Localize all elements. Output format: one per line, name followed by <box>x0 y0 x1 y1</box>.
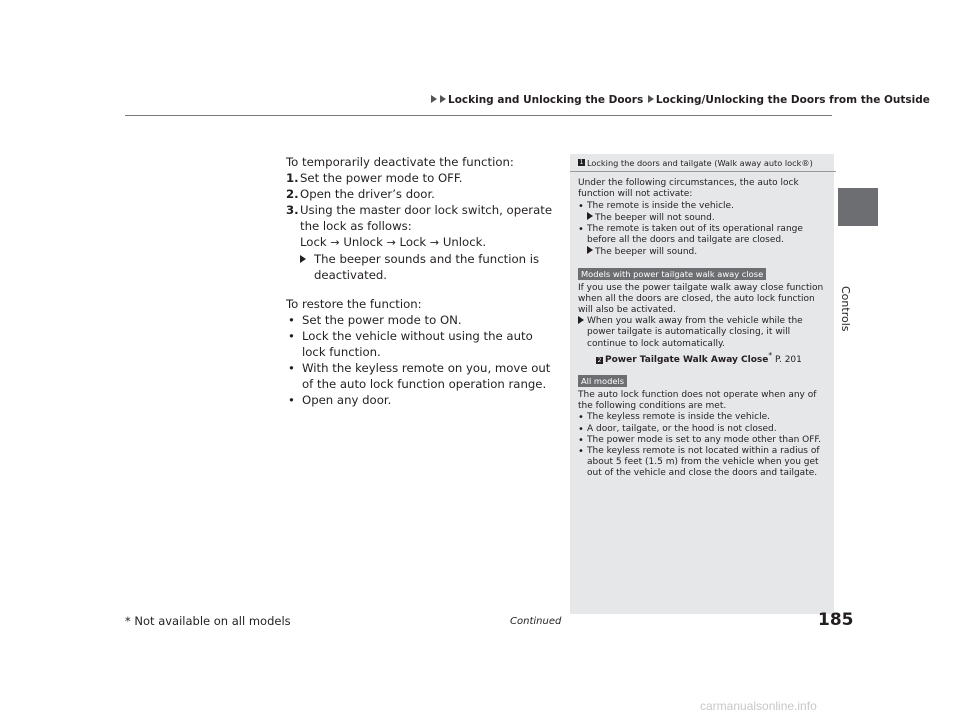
page-number: 185 <box>818 610 854 630</box>
step-text: Set the power mode to OFF. <box>300 171 463 185</box>
sequence-step: Lock <box>399 235 427 249</box>
sidebar-intro: Under the following circumstances, the auto lock function will not activate: <box>578 178 799 200</box>
sidebar-title-text: Locking the doors and tailgate (Walk away auto lock®) <box>587 158 813 168</box>
sub-note <box>578 212 828 224</box>
lock-sequence <box>286 234 560 251</box>
result-text: The beeper sounds and the function is deactivated. <box>314 252 540 282</box>
step-number: 2. <box>286 187 299 201</box>
list-item-text: With the keyless remote on you, move out of the auto lock function operation range. <box>302 361 551 391</box>
section-tab-label: Controls <box>839 286 852 332</box>
sub-note <box>578 316 828 350</box>
step-text: Open the driver’s door. <box>300 187 435 201</box>
list-item-text: The power mode is set to any mode other than OFF. <box>587 434 822 445</box>
xref-page: P. 201 <box>772 354 802 365</box>
footnote-star: * <box>768 350 773 360</box>
breadcrumb-arrow-icon <box>440 95 446 103</box>
bullet-icon: • <box>288 361 295 375</box>
right-arrow-icon: → <box>429 236 440 249</box>
sub-note-text: When you walk away from the vehicle while the power tailgate is automatically closing, it will continue to lock automatically. <box>587 316 803 349</box>
list-item-text: Lock the vehicle without using the auto lock function. <box>302 329 533 359</box>
sidebar-content <box>578 158 828 480</box>
list-item <box>578 201 828 212</box>
breadcrumb-arrow-icon <box>648 95 654 103</box>
main-content <box>286 154 560 408</box>
list-item <box>286 328 560 360</box>
sequence-step: Unlock <box>343 235 383 249</box>
list-item-text: Set the power mode to ON. <box>302 313 462 327</box>
step-item <box>286 202 560 234</box>
sub-note-text: The beeper will sound. <box>595 247 698 258</box>
list-item-text: The keyless remote is not located within a radius of about 5 feet (1.5 m) from the vehicle when you get out of the vehicle and close the doors and tailgate. <box>587 446 820 479</box>
note-arrow-icon <box>587 212 593 220</box>
right-arrow-icon: → <box>386 236 396 249</box>
note-arrow-icon <box>587 246 593 254</box>
breadcrumb-item-1[interactable]: Locking and Unlocking the Doors <box>448 94 644 106</box>
bullet-icon: • <box>578 446 584 458</box>
sequence-step: Lock <box>300 235 327 249</box>
watermark: carmanualsonline.info <box>700 699 817 713</box>
all-models-text: The auto lock function does not operate when any of the following conditions are met. <box>578 390 817 412</box>
list-item-text: The keyless remote is inside the vehicle. <box>587 412 770 423</box>
footnote: * Not available on all models <box>125 614 291 628</box>
sequence-step: Unlock. <box>442 235 487 249</box>
list-item-text: A door, tailgate, or the hood is not closed. <box>587 423 777 434</box>
step-item <box>286 186 560 202</box>
model-badge: All models <box>578 375 627 387</box>
list-item <box>578 224 828 246</box>
sidebar-title <box>578 158 828 169</box>
bullet-icon: • <box>578 412 584 424</box>
step-text: Using the master door lock switch, operate the lock as follows: <box>300 203 553 233</box>
restore-intro: To restore the function: <box>286 297 422 311</box>
list-item <box>286 360 560 392</box>
step-item <box>286 170 560 186</box>
cross-reference-link[interactable] <box>578 350 828 366</box>
sub-note <box>578 246 828 258</box>
result-note <box>286 251 560 283</box>
right-arrow-icon: → <box>330 236 340 249</box>
list-item-text: Open any door. <box>302 393 392 407</box>
bullet-icon: • <box>578 224 584 236</box>
breadcrumb-arrow-icon <box>431 95 437 103</box>
xref-title: Power Tailgate Walk Away Close <box>605 354 769 365</box>
bullet-icon: • <box>288 393 295 407</box>
breadcrumb-item-2[interactable]: Locking/Unlocking the Doors from the Outside <box>655 94 930 106</box>
list-item <box>578 424 828 435</box>
deactivate-intro: To temporarily deactivate the function: <box>286 155 514 169</box>
bullet-icon: • <box>578 423 584 435</box>
result-arrow-icon <box>300 255 306 263</box>
list-item-text: The remote is taken out of its operational range before all the doors and tailgate are closed. <box>587 224 803 246</box>
bullet-icon: • <box>578 200 584 212</box>
list-item <box>286 312 560 328</box>
tailgate-text: If you use the power tailgate walk away close function when all the doors are closed, the auto lock function will also be activated. <box>578 282 824 316</box>
note-arrow-icon <box>578 316 584 324</box>
reference-icon: 1 <box>579 159 584 166</box>
list-item <box>578 412 828 423</box>
list-item-text: The remote is inside the vehicle. <box>587 200 734 211</box>
breadcrumb <box>430 94 930 106</box>
header-rule <box>125 115 832 116</box>
continued-label: Continued <box>510 616 562 627</box>
bullet-icon: • <box>578 434 584 446</box>
list-item <box>286 392 560 408</box>
list-item <box>578 435 828 446</box>
step-number: 3. <box>286 203 299 217</box>
page-ref-icon: 2 <box>597 356 602 364</box>
section-tab-marker <box>838 188 878 226</box>
bullet-icon: • <box>288 313 295 327</box>
model-badge: Models with power tailgate walk away close <box>578 268 766 280</box>
sidebar-title-rule <box>570 171 836 172</box>
step-number: 1. <box>286 171 299 185</box>
bullet-icon: • <box>288 329 295 343</box>
list-item <box>578 446 828 480</box>
sub-note-text: The beeper will not sound. <box>595 212 715 223</box>
